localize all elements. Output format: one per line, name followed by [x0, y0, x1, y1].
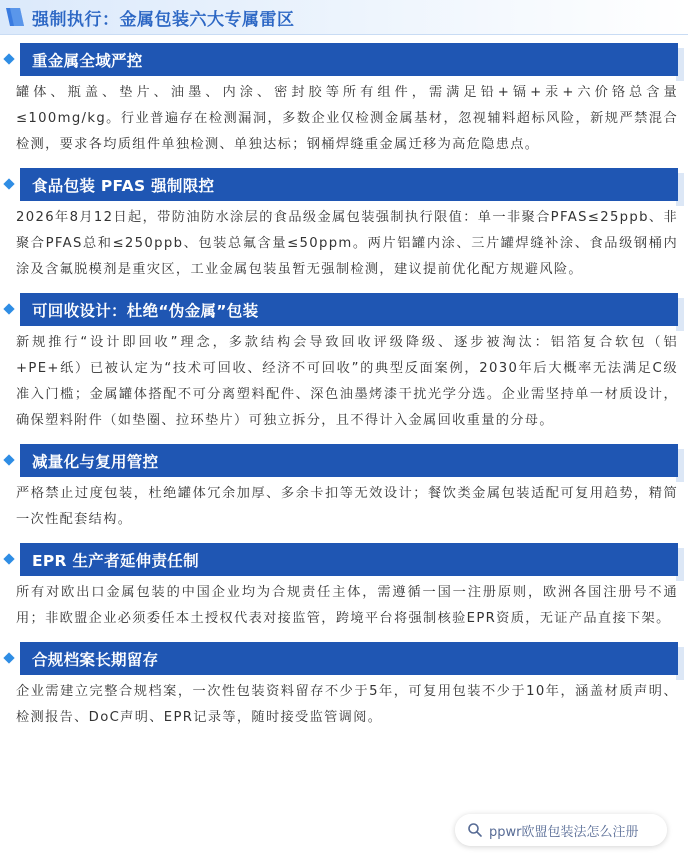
section-title-bar [20, 293, 678, 326]
page-title: 强制执行：金属包装六大专属雷区 [32, 9, 295, 30]
search-suggestion-text: ppwr欧盟包装法怎么注册 [489, 824, 639, 840]
section-heavy-metals [0, 43, 688, 158]
header-mark-icon [4, 6, 26, 28]
diamond-bullet-icon [3, 454, 14, 465]
section-epr [0, 543, 688, 632]
section-body: 新规推行“设计即回收”理念，多款结构会导致回收评级降级、逐步被淘汰：铝箔复合软包（铝+PE+纸）已被认定为“技术可回收、经济不可回收”的典型反面案例，2030年后大概率无法满足C级准入门槛；金属罐体搭配不可分离塑料配件、深色油墨烤漆干扰光学分选。企业需坚持单一材质设计，确保塑料附件（如垫圈、拉环垫片）可独立拆分，且不得计入金属回收重量的分母。 [16, 335, 678, 428]
section-title-bar [20, 43, 678, 76]
section-recyclable-design [0, 293, 688, 434]
section-pfas [0, 168, 688, 283]
diamond-bullet-icon [3, 553, 14, 564]
diamond-bullet-icon [3, 53, 14, 64]
section-title-bar [20, 168, 678, 201]
diamond-bullet-icon [3, 178, 14, 189]
section-compliance-archive [0, 642, 688, 731]
section-body: 2026年8月12日起，带防油防水涂层的食品级金属包装强制执行限值：单一非聚合PFAS≤25ppb、非聚合PFAS总和≤250ppb、包装总氟含量≤50ppm。两片铝罐内涂、三片罐焊缝补涂、食品级钢桶内涂及含氟脱模剂是重灾区，工业金属包装虽暂无强制检测，建议提前优化配方规避风险。 [16, 210, 678, 277]
section-title-bar [20, 543, 678, 576]
section-title: 合规档案长期留存 [32, 650, 159, 669]
section-reduction-reuse [0, 444, 688, 533]
section-title: 可回收设计：杜绝“伪金属”包装 [32, 301, 259, 320]
page-header [0, 0, 688, 35]
diamond-bullet-icon [3, 303, 14, 314]
section-body: 所有对欧出口金属包装的中国企业均为合规责任主体，需遵循一国一注册原则，欧洲各国注册号不通用；非欧盟企业必须委任本土授权代表对接监管，跨境平台将强制核验EPR资质，无证产品直接下架。 [16, 585, 678, 626]
section-title: 重金属全域严控 [32, 51, 143, 70]
section-title: 食品包装 PFAS 强制限控 [32, 176, 215, 195]
search-icon [467, 822, 483, 838]
section-body: 罐体、瓶盖、垫片、油墨、内涂、密封胶等所有组件，需满足铅+镉+汞+六价铬总含量≤100mg/kg。行业普遍存在检测漏洞，多数企业仅检测金属基材，忽视辅料超标风险，新规严禁混合检测，要求各均质组件单独检测、单独达标；钢桶焊缝重金属迁移为高危隐患点。 [16, 85, 678, 152]
section-body: 严格禁止过度包装，杜绝罐体冗余加厚、多余卡扣等无效设计；餐饮类金属包装适配可复用趋势，精简一次性配套结构。 [16, 486, 678, 527]
section-title: 减量化与复用管控 [32, 452, 159, 471]
section-title: EPR 生产者延伸责任制 [32, 551, 199, 570]
section-title-bar [20, 642, 678, 675]
section-body: 企业需建立完整合规档案，一次性包装资料留存不少于5年，可复用包装不少于10年，涵盖材质声明、检测报告、DoC声明、EPR记录等，随时接受监管调阅。 [16, 684, 678, 725]
diamond-bullet-icon [3, 652, 14, 663]
section-title-bar [20, 444, 678, 477]
search-suggestion-pill[interactable] [455, 814, 667, 846]
